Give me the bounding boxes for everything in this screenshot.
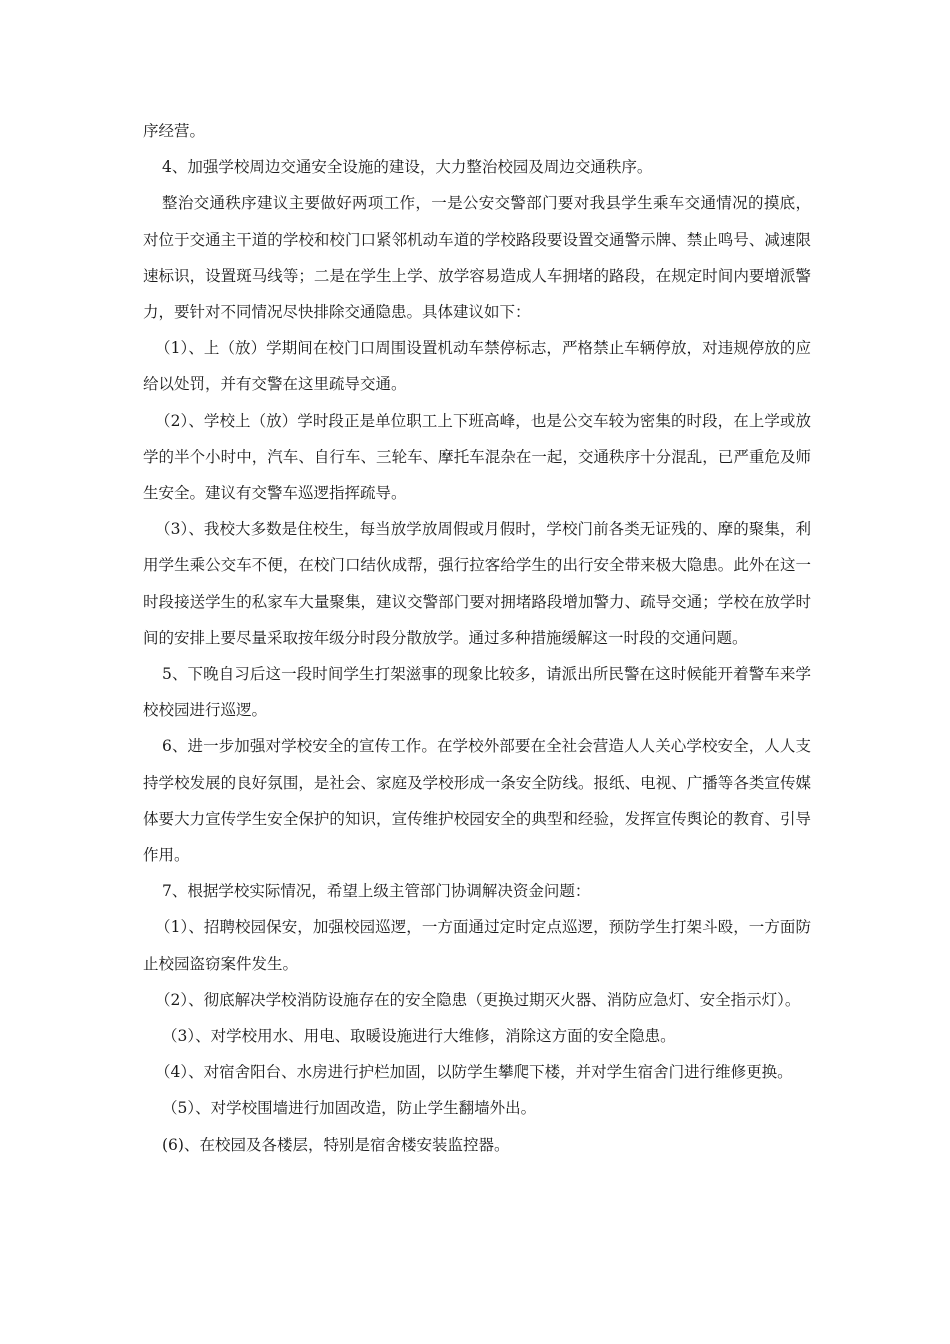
paragraph-subitem-1: （1）、上（放）学期间在校门口周围设置机动车禁停标志，严格禁止车辆停放，对违规停放的应给以处罚，并有交警在这里疏导交通。 [143,339,811,394]
paragraph-funding-1: （1）、招聘校园保安，加强校园巡逻，一方面通过定时定点巡逻，预防学生打架斗殴，一方面防止校园盗窃案件发生。 [143,918,811,973]
paragraph-item-6: 6、进一步加强对学校安全的宣传工作。在学校外部要在全社会营造人人关心学校安全，人人支持学校发展的良好氛围，是社会、家庭及学校形成一条安全防线。报纸、电视、广播等各类宣传媒体要大力宣传学生安全保护的知识，宣传维护校园安全的典型和经验，发挥宣传舆论的教育、引导作用。 [143,737,811,865]
paragraph-item-5: 5、下晚自习后这一段时间学生打架滋事的现象比较多，请派出所民警在这时候能开着警车来学校校园进行巡逻。 [143,665,811,720]
paragraph-subitem-2: （2）、学校上（放）学时段正是单位职工上下班高峰，也是公交车较为密集的时段，在上学或放学的半个小时中，汽车、自行车、三轮车、摩托车混杂在一起，交通秩序十分混乱，已严重危及师生安全。建议有交警车巡逻指挥疏导。 [143,411,811,503]
paragraph-continuation: 序经营。 [143,122,206,140]
paragraph-item-7: 7、根据学校实际情况，希望上级主管部门协调解决资金问题： [162,882,591,901]
paragraph-funding-5: （5）、对学校围墙进行加固改造，防止学生翻墙外出。 [162,1099,537,1118]
paragraph-subitem-3: （3）、我校大多数是住校生，每当放学放周假或月假时，学校门前各类无证残的、摩的聚集，利用学生乘公交车不便，在校门口结伙成帮，强行拉客给学生的出行安全带来极大隐患。此外在这一时段接送学生的私家车大量聚集，建议交警部门要对拥堵路段增加警力、疏导交通；学校在放学时间的安排上要尽量采取按年级分时段分散放学。通过多种措施缓解这一时段的交通问题。 [143,520,811,647]
paragraph-item-4: 4、加强学校周边交通安全设施的建设，大力整治校园及周边交通秩序。 [162,158,653,177]
paragraph-funding-4: （4）、对宿舍阳台、水房进行护栏加固，以防学生攀爬下楼，并对学生宿舍门进行维修更换。 [155,1063,793,1082]
paragraph-funding-2: （2）、彻底解决学校消防设施存在的安全隐患（更换过期灭火器、消防应急灯、安全指示灯）。 [155,990,801,1009]
document-body [143,113,811,1163]
paragraph-funding-3: （3）、对学校用水、用电、取暖设施进行大维修，消除这方面的安全隐患。 [162,1027,676,1046]
paragraph-traffic-order: 整治交通秩序建议主要做好两项工作，一是公安交警部门要对我县学生乘车交通情况的摸底，对位于交通主干道的学校和校门口紧邻机动车道的学校路段要设置交通警示牌、禁止鸣号、减速限速标识，设置斑马线等；二是在学生上学、放学容易造成人车拥堵的路段，在规定时间内要增派警力，要针对不同情况尽快排除交通隐患。具体建议如下： [143,194,811,322]
paragraph-funding-6: (6)、在校园及各楼层，特别是宿舍楼安装监控器。 [162,1135,510,1154]
